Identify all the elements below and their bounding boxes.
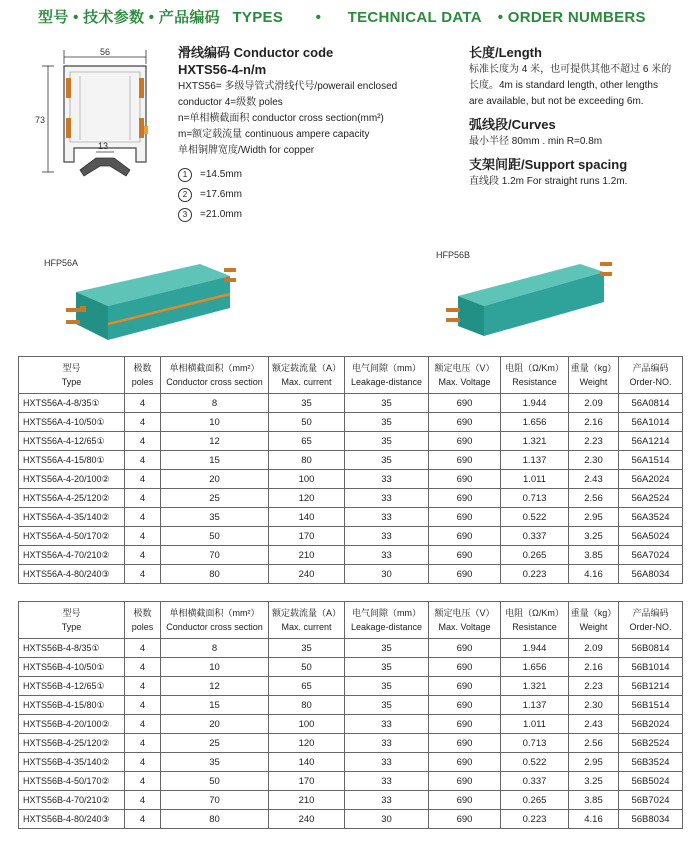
conductor-code-block bbox=[178, 44, 438, 225]
table-cell: 30 bbox=[345, 565, 429, 584]
table-row bbox=[19, 432, 683, 451]
table-a bbox=[18, 356, 683, 584]
table-cell: 56A2024 bbox=[619, 470, 683, 489]
table-cell: 56B2524 bbox=[619, 734, 683, 753]
table-cell: 4 bbox=[125, 696, 161, 715]
table-cell: 70 bbox=[161, 791, 269, 810]
length-text-cn: 标准长度为 4 米，也可提供其他不超过 6 米的 bbox=[469, 64, 672, 75]
table-cell: 4.16 bbox=[569, 565, 619, 584]
table-cell: 33 bbox=[345, 715, 429, 734]
table-cell: 1.011 bbox=[501, 470, 569, 489]
table-cell: 20 bbox=[161, 715, 269, 734]
table-cell: 35 bbox=[345, 696, 429, 715]
table-cell: 210 bbox=[269, 791, 345, 810]
code-line-1: HXTS56= 多级导管式滑线代号/powerail enclosed bbox=[178, 81, 398, 92]
table-cell: 1.321 bbox=[501, 432, 569, 451]
table-cell: 35 bbox=[345, 413, 429, 432]
table-cell: 690 bbox=[429, 696, 501, 715]
table-cell: 2.16 bbox=[569, 658, 619, 677]
table-cell: 4 bbox=[125, 394, 161, 413]
table-cell: 0.522 bbox=[501, 508, 569, 527]
table-cell: 690 bbox=[429, 546, 501, 565]
code-line-5: 单相铜牌宽度/Width for copper bbox=[178, 145, 315, 156]
table-cell: HXTS56B-4-10/50① bbox=[19, 658, 125, 677]
table-cell: 690 bbox=[429, 772, 501, 791]
table-cell: 56B1014 bbox=[619, 658, 683, 677]
table-cell: 70 bbox=[161, 546, 269, 565]
table-cell: 80 bbox=[161, 565, 269, 584]
table-cell: 4 bbox=[125, 546, 161, 565]
table-cell: 56B1214 bbox=[619, 677, 683, 696]
table-cell: 56B3524 bbox=[619, 753, 683, 772]
table-cell: 170 bbox=[269, 527, 345, 546]
table-cell: 4 bbox=[125, 715, 161, 734]
table-cell: 33 bbox=[345, 508, 429, 527]
table-row bbox=[19, 508, 683, 527]
table-cell: HXTS56A-4-35/140② bbox=[19, 508, 125, 527]
table-cell: 33 bbox=[345, 546, 429, 565]
table-cell: 50 bbox=[161, 527, 269, 546]
table-row bbox=[19, 810, 683, 829]
table-cell: 56A1514 bbox=[619, 451, 683, 470]
legend-item bbox=[178, 185, 438, 205]
table-cell: 35 bbox=[269, 639, 345, 658]
table-cell: 50 bbox=[269, 658, 345, 677]
column-header: 型号 Type bbox=[19, 602, 125, 639]
table-cell: 690 bbox=[429, 734, 501, 753]
table-cell: 210 bbox=[269, 546, 345, 565]
table-row bbox=[19, 715, 683, 734]
table-cell: 690 bbox=[429, 489, 501, 508]
table-cell: 33 bbox=[345, 791, 429, 810]
table-cell: 4.16 bbox=[569, 810, 619, 829]
table-cell: 56B8034 bbox=[619, 810, 683, 829]
table-cell: 15 bbox=[161, 451, 269, 470]
table-cell: 10 bbox=[161, 413, 269, 432]
table-cell: 1.137 bbox=[501, 696, 569, 715]
column-header: 产品编码 Order-NO. bbox=[619, 602, 683, 639]
table-cell: 35 bbox=[345, 658, 429, 677]
column-header: 极数 poles bbox=[125, 357, 161, 394]
conductor-cross-section-drawing bbox=[35, 47, 160, 223]
curves-title: 弧线段/Curves bbox=[469, 117, 556, 132]
support-text: 直线段 1.2m For straight runs 1.2m. bbox=[469, 176, 628, 187]
table-cell: 690 bbox=[429, 715, 501, 734]
column-header: 额定电压（V） Max. Voltage bbox=[429, 357, 501, 394]
table-cell: 690 bbox=[429, 451, 501, 470]
table-cell: 35 bbox=[345, 639, 429, 658]
table-cell: HXTS56B-4-12/65① bbox=[19, 677, 125, 696]
table-cell: HXTS56B-4-20/100② bbox=[19, 715, 125, 734]
table-cell: 4 bbox=[125, 451, 161, 470]
table-cell: 100 bbox=[269, 470, 345, 489]
table-b-header-row bbox=[19, 602, 683, 639]
table-cell: 690 bbox=[429, 470, 501, 489]
legend-text: =14.5mm bbox=[200, 169, 242, 180]
table-cell: HXTS56B-4-80/240③ bbox=[19, 810, 125, 829]
table-cell: 140 bbox=[269, 753, 345, 772]
table-cell: 0.223 bbox=[501, 565, 569, 584]
table-cell: 25 bbox=[161, 734, 269, 753]
table-cell: HXTS56B-4-25/120② bbox=[19, 734, 125, 753]
table-cell: 56A1014 bbox=[619, 413, 683, 432]
table-cell: 35 bbox=[345, 451, 429, 470]
table-row bbox=[19, 394, 683, 413]
table-cell: 690 bbox=[429, 394, 501, 413]
table-cell: 100 bbox=[269, 715, 345, 734]
table-cell: 2.56 bbox=[569, 489, 619, 508]
table-row bbox=[19, 489, 683, 508]
table-cell: 2.23 bbox=[569, 432, 619, 451]
table-cell: 4 bbox=[125, 527, 161, 546]
table-cell: 170 bbox=[269, 772, 345, 791]
table-cell: 690 bbox=[429, 810, 501, 829]
table-cell: 1.656 bbox=[501, 658, 569, 677]
table-row bbox=[19, 565, 683, 584]
table-cell: 4 bbox=[125, 470, 161, 489]
column-header: 重量（kg） Weight bbox=[569, 357, 619, 394]
table-cell: 4 bbox=[125, 489, 161, 508]
table-cell: 15 bbox=[161, 696, 269, 715]
table-row bbox=[19, 772, 683, 791]
table-cell: 2.23 bbox=[569, 677, 619, 696]
table-cell: 8 bbox=[161, 639, 269, 658]
table-cell: HXTS56B-4-35/140② bbox=[19, 753, 125, 772]
table-row bbox=[19, 639, 683, 658]
table-cell: 2.09 bbox=[569, 394, 619, 413]
column-header: 重量（kg） Weight bbox=[569, 602, 619, 639]
table-cell: 0.265 bbox=[501, 546, 569, 565]
table-cell: 3.85 bbox=[569, 791, 619, 810]
gap-dimension-label: 13 bbox=[98, 141, 109, 151]
table-cell: 1.137 bbox=[501, 451, 569, 470]
table-row bbox=[19, 546, 683, 565]
table-cell: 56A3524 bbox=[619, 508, 683, 527]
table-cell: HXTS56A-4-12/65① bbox=[19, 432, 125, 451]
table-cell: 4 bbox=[125, 677, 161, 696]
table-cell: 4 bbox=[125, 639, 161, 658]
code-line-2: conductor 4=级数 poles bbox=[178, 97, 283, 108]
table-cell: 30 bbox=[345, 810, 429, 829]
column-header: 产品编码 Order-NO. bbox=[619, 357, 683, 394]
table-a-body bbox=[19, 394, 683, 584]
table-cell: 2.30 bbox=[569, 451, 619, 470]
table-cell: 50 bbox=[161, 772, 269, 791]
table-cell: 0.265 bbox=[501, 791, 569, 810]
table-cell: 2.30 bbox=[569, 696, 619, 715]
table-cell: 1.944 bbox=[501, 394, 569, 413]
table-cell: 33 bbox=[345, 734, 429, 753]
table-cell: 1.656 bbox=[501, 413, 569, 432]
header-technical: TECHNICAL DATA bbox=[347, 9, 482, 26]
table-cell: 65 bbox=[269, 677, 345, 696]
column-header: 电气间隙（mm） Leakage-distance bbox=[345, 602, 429, 639]
table-cell: 56B2024 bbox=[619, 715, 683, 734]
table-cell: 56A0814 bbox=[619, 394, 683, 413]
column-header: 电气间隙（mm） Leakage-distance bbox=[345, 357, 429, 394]
table-cell: 80 bbox=[269, 696, 345, 715]
column-header: 额定电压（V） Max. Voltage bbox=[429, 602, 501, 639]
table-cell: 4 bbox=[125, 772, 161, 791]
table-cell: 690 bbox=[429, 639, 501, 658]
table-row bbox=[19, 451, 683, 470]
table-cell: 80 bbox=[269, 451, 345, 470]
table-cell: 35 bbox=[345, 394, 429, 413]
legend-number: 2 bbox=[178, 188, 192, 202]
table-cell: 120 bbox=[269, 489, 345, 508]
copper-width-legend bbox=[178, 165, 438, 225]
table-row bbox=[19, 734, 683, 753]
table-cell: 33 bbox=[345, 772, 429, 791]
legend-text: =21.0mm bbox=[200, 209, 242, 220]
table-cell: 0.713 bbox=[501, 489, 569, 508]
table-cell: 2.43 bbox=[569, 470, 619, 489]
table-cell: HXTS56A-4-8/35① bbox=[19, 394, 125, 413]
table-cell: HXTS56A-4-80/240③ bbox=[19, 565, 125, 584]
column-header: 电阻（Ω/Km） Resistance bbox=[501, 602, 569, 639]
table-cell: 690 bbox=[429, 565, 501, 584]
table-cell: 690 bbox=[429, 791, 501, 810]
table-cell: HXTS56A-4-15/80① bbox=[19, 451, 125, 470]
table-cell: 3.85 bbox=[569, 546, 619, 565]
header-bullet: • bbox=[315, 9, 322, 26]
table-cell: 56B7024 bbox=[619, 791, 683, 810]
column-header: 电阻（Ω/Km） Resistance bbox=[501, 357, 569, 394]
table-cell: 2.43 bbox=[569, 715, 619, 734]
table-cell: 4 bbox=[125, 508, 161, 527]
table-cell: 2.16 bbox=[569, 413, 619, 432]
table-cell: 56B0814 bbox=[619, 639, 683, 658]
table-cell: HXTS56A-4-70/210② bbox=[19, 546, 125, 565]
column-header: 额定载流量（A） Max. current bbox=[269, 357, 345, 394]
table-cell: 2.09 bbox=[569, 639, 619, 658]
table-b bbox=[18, 601, 683, 829]
table-cell: HXTS56B-4-8/35① bbox=[19, 639, 125, 658]
table-cell: 56B5024 bbox=[619, 772, 683, 791]
table-cell: HXTS56B-4-15/80① bbox=[19, 696, 125, 715]
table-a-header-row bbox=[19, 357, 683, 394]
table-cell: 56A2524 bbox=[619, 489, 683, 508]
height-dimension-label: 73 bbox=[35, 115, 46, 125]
table-row bbox=[19, 413, 683, 432]
table-cell: 33 bbox=[345, 753, 429, 772]
page-header bbox=[38, 6, 646, 27]
table-cell: 4 bbox=[125, 753, 161, 772]
table-cell: 2.95 bbox=[569, 753, 619, 772]
header-types: TYPES bbox=[232, 9, 284, 26]
table-row bbox=[19, 527, 683, 546]
table-cell: 690 bbox=[429, 677, 501, 696]
table-cell: 35 bbox=[161, 753, 269, 772]
table-cell: 25 bbox=[161, 489, 269, 508]
column-header: 型号 Type bbox=[19, 357, 125, 394]
code-line-4: m=额定载流量 continuous ampere capacity bbox=[178, 129, 370, 140]
table-cell: 1.011 bbox=[501, 715, 569, 734]
legend-number: 1 bbox=[178, 168, 192, 182]
product-a-label: HFP56A bbox=[44, 258, 79, 268]
table-cell: 1.321 bbox=[501, 677, 569, 696]
specs-block bbox=[469, 44, 694, 196]
table-row bbox=[19, 753, 683, 772]
table-cell: 56A8034 bbox=[619, 565, 683, 584]
table-cell: 10 bbox=[161, 658, 269, 677]
table-cell: 140 bbox=[269, 508, 345, 527]
table-cell: 4 bbox=[125, 734, 161, 753]
table-cell: 4 bbox=[125, 432, 161, 451]
table-cell: 33 bbox=[345, 489, 429, 508]
width-dimension-label: 56 bbox=[100, 47, 111, 57]
table-cell: 80 bbox=[161, 810, 269, 829]
table-cell: 0.522 bbox=[501, 753, 569, 772]
table-cell: 0.337 bbox=[501, 772, 569, 791]
table-cell: 56A5024 bbox=[619, 527, 683, 546]
length-text-cn2: 长度。4m is standard length, other lengths bbox=[469, 80, 658, 91]
product-a-image bbox=[60, 250, 240, 345]
table-cell: 8 bbox=[161, 394, 269, 413]
curves-text: 最小半径 80mm . min R=0.8m bbox=[469, 136, 603, 147]
table-cell: 690 bbox=[429, 753, 501, 772]
table-cell: 0.337 bbox=[501, 527, 569, 546]
table-cell: 12 bbox=[161, 677, 269, 696]
table-cell: 33 bbox=[345, 470, 429, 489]
table-cell: 50 bbox=[269, 413, 345, 432]
length-title: 长度/Length bbox=[469, 45, 542, 60]
table-row bbox=[19, 791, 683, 810]
table-cell: 690 bbox=[429, 658, 501, 677]
table-cell: 2.56 bbox=[569, 734, 619, 753]
table-row bbox=[19, 696, 683, 715]
table-cell: 12 bbox=[161, 432, 269, 451]
header-cn: 型号 • 技术参数 • 产品编码 bbox=[38, 9, 220, 26]
table-cell: 3.25 bbox=[569, 772, 619, 791]
table-cell: 1.944 bbox=[501, 639, 569, 658]
column-header: 单相横截面积（mm²） Conductor cross section bbox=[161, 357, 269, 394]
conductor-code-title: 滑线编码 Conductor code bbox=[178, 45, 334, 60]
table-cell: 4 bbox=[125, 810, 161, 829]
table-cell: 56B1514 bbox=[619, 696, 683, 715]
table-cell: 240 bbox=[269, 810, 345, 829]
table-cell: 56A1214 bbox=[619, 432, 683, 451]
table-cell: 35 bbox=[269, 394, 345, 413]
table-cell: 33 bbox=[345, 527, 429, 546]
table-cell: 65 bbox=[269, 432, 345, 451]
table-cell: 4 bbox=[125, 791, 161, 810]
table-row bbox=[19, 677, 683, 696]
table-cell: 2.95 bbox=[569, 508, 619, 527]
legend-number: 3 bbox=[178, 208, 192, 222]
table-cell: HXTS56A-4-10/50① bbox=[19, 413, 125, 432]
table-cell: 0.223 bbox=[501, 810, 569, 829]
table-row bbox=[19, 658, 683, 677]
header-order: • ORDER NUMBERS bbox=[497, 9, 646, 26]
table-cell: HXTS56B-4-70/210② bbox=[19, 791, 125, 810]
legend-item bbox=[178, 165, 438, 185]
column-header: 单相横截面积（mm²） Conductor cross section bbox=[161, 602, 269, 639]
legend-item bbox=[178, 205, 438, 225]
table-cell: 240 bbox=[269, 565, 345, 584]
table-cell: 35 bbox=[161, 508, 269, 527]
table-b-body bbox=[19, 639, 683, 829]
legend-text: =17.6mm bbox=[200, 189, 242, 200]
product-b-label: HFP56B bbox=[436, 250, 471, 260]
table-cell: 690 bbox=[429, 432, 501, 451]
table-cell: 120 bbox=[269, 734, 345, 753]
table-cell: 35 bbox=[345, 677, 429, 696]
table-cell: 3.25 bbox=[569, 527, 619, 546]
table-cell: HXTS56A-4-50/170② bbox=[19, 527, 125, 546]
support-title: 支架间距/Support spacing bbox=[469, 157, 628, 172]
table-row bbox=[19, 470, 683, 489]
product-b-image bbox=[440, 250, 620, 345]
table-cell: 4 bbox=[125, 413, 161, 432]
table-cell: 35 bbox=[345, 432, 429, 451]
table-cell: HXTS56A-4-25/120② bbox=[19, 489, 125, 508]
table-cell: 0.713 bbox=[501, 734, 569, 753]
table-cell: 690 bbox=[429, 527, 501, 546]
column-header: 额定载流量（A） Max. current bbox=[269, 602, 345, 639]
table-cell: 690 bbox=[429, 508, 501, 527]
table-cell: HXTS56B-4-50/170② bbox=[19, 772, 125, 791]
table-cell: 20 bbox=[161, 470, 269, 489]
column-header: 极数 poles bbox=[125, 602, 161, 639]
table-cell: 4 bbox=[125, 658, 161, 677]
code-line-3: n=单相横截面积 conductor cross section(mm²) bbox=[178, 113, 384, 124]
table-cell: 56A7024 bbox=[619, 546, 683, 565]
length-text-en: are available, but not be exceeding 6m. bbox=[469, 96, 644, 107]
conductor-code-model: HXTS56-4-n/m bbox=[178, 62, 267, 77]
table-cell: 4 bbox=[125, 565, 161, 584]
table-cell: HXTS56A-4-20/100② bbox=[19, 470, 125, 489]
table-cell: 690 bbox=[429, 413, 501, 432]
